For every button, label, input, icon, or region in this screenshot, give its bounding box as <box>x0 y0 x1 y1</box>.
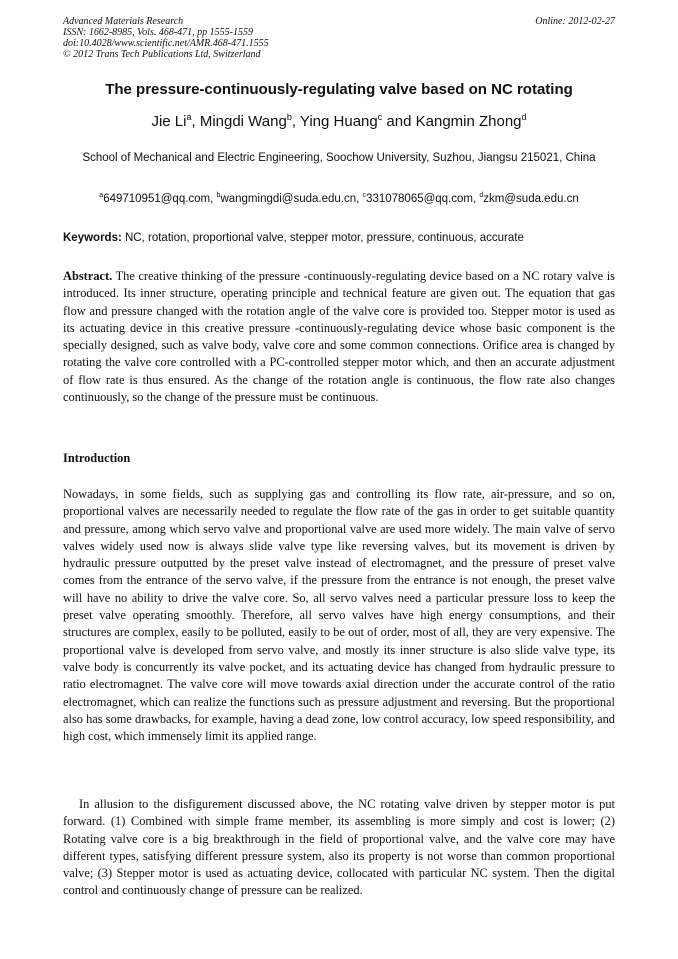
author-affiliation: School of Mechanical and Electric Engineering, Soochow University, Suzhou, Jiangsu 215021, China <box>82 152 596 164</box>
email-mark: c <box>362 192 367 199</box>
author-name: Jie Li <box>151 113 187 130</box>
doi-line: doi:10.4028/www.scientific.net/AMR.468-471.1555 <box>63 38 269 49</box>
author-separator: , <box>191 113 200 130</box>
paper-title: The pressure-continuously-regulating valve based on NC rotating <box>105 81 573 98</box>
author-name: Mingdi Wang <box>199 113 287 130</box>
email-separator: , <box>210 193 217 205</box>
author-list <box>40 113 638 131</box>
author-name: Ying Huang <box>299 113 378 130</box>
email-address[interactable]: 649710951@qq.com <box>103 193 211 205</box>
author-affiliation-mark: b <box>286 112 292 122</box>
author-name: Kangmin Zhong <box>415 113 522 130</box>
author-affiliation-mark: d <box>521 112 527 122</box>
copyright-line: © 2012 Trans Tech Publications Ltd, Switzerland <box>63 49 261 60</box>
author-affiliation-mark: c <box>377 112 383 122</box>
abstract-paragraph <box>63 268 615 406</box>
online-date: Online: 2012-02-27 <box>535 16 615 27</box>
email-address[interactable]: wangmingdi@suda.edu.cn <box>220 193 357 205</box>
email-separator: , <box>356 193 363 205</box>
journal-name: Advanced Materials Research <box>63 16 184 27</box>
keywords-line <box>63 230 615 246</box>
author-affiliation-mark: a <box>186 112 192 122</box>
introduction-paragraph-1: Nowadays, in some fields, such as supplying gas and controlling its flow rate, air-pressure, and so on, proportional valves are necessarily needed to regulate the flow rate of the gas in order to get suitable quantity and pressure, among which servo valve and proportional valve are used more widely. The main valve of servo valves widely used now is always slide valve type like reversing valves, but its movement is driven by hydraulic pressure outputted by the preset valve instead of electromagnet, and the pressure of preset valve comes from the entrance of the servo valve, if the pressure from the entrance is not enough, the preset valve will have no ability to drive the valve core. So, all servo valves need a particular pressure loss to keep the preset valve operating smoothly. Therefore, all servo valves have high energy consumptions, and their structures are complex, easily to be polluted, easily to be out of order, most of all, they are very expensive. The proportional valve is developed from servo valve, and mostly its inner structure is also slide valve type, its valve body is concurrently its valve pocket, and its actuating device has changed from hydraulic pressure to ratio electromagnet. The valve core will move towards axial direction under the accurate control of the ratio electromagnet, which can realize the functions such as pressure adjustment and reversing. But the proportional also has some drawbacks, for example, having a dead zone, low control accuracy, low speed responsibility, and high cost, which immensely limit its applied range. <box>63 487 615 744</box>
email-mark: b <box>216 192 221 199</box>
issn-line: ISSN: 1662-8985, Vols. 468-471, pp 1555-1559 <box>63 27 253 38</box>
introduction-paragraph-2: In allusion to the disfigurement discussed above, the NC rotating valve driven by stepper motor is put forward. (1) Combined with simple frame member, its assembling is more simply and cost is lower; (2) Rotating valve core is a big breakthrough in the field of proportional valve, and the valve core may have different types, satisfying different pressure system, also its property is not worse than common proportional valve; (3) Stepper motor is used as actuating device, collocated with particular NC system. Then the digital control and continuously change of pressure can be realized. <box>63 797 615 898</box>
keywords-text: NC, rotation, proportional valve, stepper motor, pressure, continuous, accurate <box>125 232 524 244</box>
author-separator: , <box>291 113 300 130</box>
introduction-heading: Introduction <box>63 451 131 465</box>
author-separator: and <box>382 113 416 130</box>
email-address[interactable]: 331078065@qq.com <box>366 193 473 205</box>
abstract-text: The creative thinking of the pressure -continuously-regulating device based on a NC rotary valve is introduced. Its inner structure, operating principle and technical feature are given out. The equation that gas flow and pressure changed with the rotation angle of the valve core is provided too. Stepper motor is used as its actuating device in this creative pressure -continuously-regulating device whose basic component is the specially designed, such as valve body, valve core and some common connections. Orifice area is changed by rotating the valve core controlled with a PC-controlled stepper motor which, and then an accurate adjustment of flow rate is thus ensured. As the change of the rotation angle is continuous, the flow rate also changes continuously, so the change of the pressure must be continuous. <box>63 269 616 405</box>
email-mark: a <box>99 192 104 199</box>
keywords-label: Keywords: <box>63 232 122 244</box>
email-address[interactable]: zkm@suda.edu.cn <box>483 193 579 205</box>
email-list <box>40 191 638 207</box>
journal-header <box>63 16 615 60</box>
email-mark: d <box>479 192 484 199</box>
email-separator: , <box>473 193 480 205</box>
abstract-label: Abstract. <box>63 269 113 283</box>
